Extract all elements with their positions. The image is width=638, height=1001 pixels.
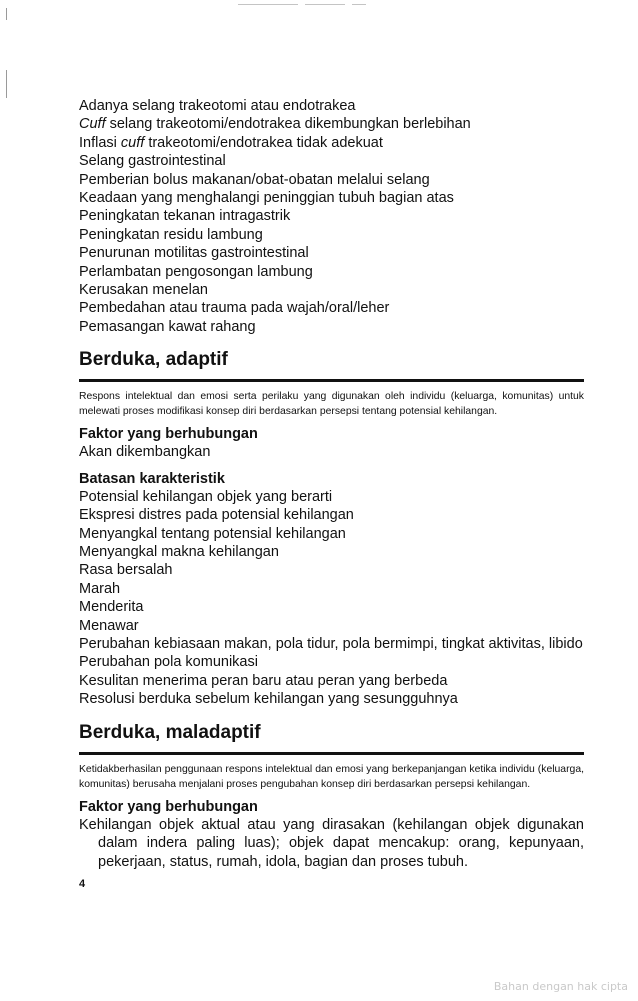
list-item: [79, 207, 584, 225]
list-item: [79, 318, 584, 336]
list-item: Potensial kehilangan objek yang berarti: [79, 488, 333, 505]
list-item: Perubahan kebiasaan makan, pola tidur, pola bermimpi, tingkat aktivitas, libido: [79, 635, 583, 652]
list-item-text: Kerusakan menelan: [79, 282, 208, 299]
list-item: [79, 171, 584, 189]
defining-characteristics-list: [79, 488, 584, 709]
list-item-text: Keadaan yang menghalangi peninggian tubuh bagian atas: [79, 190, 454, 207]
list-item: [79, 134, 584, 152]
list-item-text: Adanya selang trakeotomi atau endotrakea: [79, 98, 356, 114]
risk-factor-list: [79, 97, 584, 336]
list-item-text: Penurunan motilitas gastrointestinal: [79, 245, 309, 262]
related-factors-paragraph: Kehilangan objek aktual atau yang dirasakan (kehilangan objek digunakan dalam indera paling luas); objek dapat mencakup: orang, kepunyaan, pekerjaan, status, rumah, idola, bagian dan proses tubuh.: [79, 816, 584, 870]
list-item-text: Pemasangan kawat rahang: [79, 318, 256, 335]
list-item: [79, 115, 584, 133]
related-factors-text: Akan dikembangkan: [79, 444, 211, 461]
list-item: [79, 299, 584, 317]
list-item: Perubahan pola komunikasi: [79, 654, 258, 671]
section-rule: [79, 752, 584, 755]
list-item-text: Selang gastrointestinal: [79, 153, 226, 170]
list-item-text: Peningkatan tekanan intragastrik: [79, 208, 291, 225]
list-item: Menawar: [79, 617, 139, 634]
list-item-text: selang trakeotomi/endotrakea dikembungkan berlebihan: [105, 116, 471, 133]
list-item-text: Pembedahan atau trauma pada wajah/oral/leher: [79, 300, 390, 317]
list-item: [79, 263, 584, 281]
section-title-berduka-adaptif: Berduka, adaptif: [79, 349, 228, 371]
copyright-watermark: Bahan dengan hak cipta: [493, 980, 628, 993]
list-item: [79, 189, 584, 207]
scan-artifact-line: [305, 4, 345, 5]
defining-characteristics-heading: Batasan karakteristik: [79, 470, 225, 487]
list-item: Menderita: [79, 599, 144, 616]
page-number: 4: [79, 878, 86, 891]
list-item: Menyangkal makna kehilangan: [79, 543, 279, 560]
list-item: Ekspresi distres pada potensial kehilangan: [79, 507, 354, 524]
list-item-text: Peningkatan residu lambung: [79, 226, 263, 243]
section-definition: Respons intelektual dan emosi serta perilaku yang digunakan oleh individu (keluarga, komunitas) untuk melewati proses modifikasi konsep diri berdasarkan persepsi tentang potensial kehilangan.: [79, 391, 584, 418]
related-factors-heading: Faktor yang berhubungan: [79, 426, 258, 443]
list-item: Marah: [79, 580, 121, 597]
list-item: Rasa bersalah: [79, 562, 173, 579]
list-item-italic-term: cuff: [120, 134, 145, 151]
list-item: [79, 152, 584, 170]
list-item: Menyangkal tentang potensial kehilangan: [79, 525, 346, 542]
scan-artifact-margin: [6, 8, 7, 20]
list-item: [79, 97, 584, 115]
section-rule: [79, 379, 584, 382]
list-item-text: Perlambatan pengosongan lambung: [79, 263, 313, 280]
scan-artifact-line: [352, 4, 366, 5]
list-item: [79, 226, 584, 244]
list-item-text: trakeotomi/endotrakea tidak adekuat: [144, 134, 383, 151]
list-item-text: Pemberian bolus makanan/obat-obatan melalui selang: [79, 171, 430, 188]
section-title-berduka-maladaptif: Berduka, maladaptif: [79, 721, 261, 743]
list-item: Kesulitan menerima peran baru atau peran yang berbeda: [79, 672, 448, 689]
scan-artifact-line: [238, 4, 298, 5]
list-item: Resolusi berduka sebelum kehilangan yang sesungguhnya: [79, 691, 458, 708]
section-definition: Ketidakberhasilan penggunaan respons intelektual dan emosi yang berkepanjangan ketika individu (keluarga, komunitas) berusaha menjalani proses pengubahan konsep diri berdasarkan persepsi kehilangan.: [79, 763, 584, 790]
scan-artifact-margin: [6, 70, 7, 98]
related-factors-heading: Faktor yang berhubungan: [79, 798, 258, 815]
list-item: [79, 244, 584, 262]
list-item-text: Inflasi: [79, 134, 121, 151]
document-page: [79, 97, 584, 891]
list-item-italic-term: Cuff: [79, 116, 106, 133]
list-item: [79, 281, 584, 299]
